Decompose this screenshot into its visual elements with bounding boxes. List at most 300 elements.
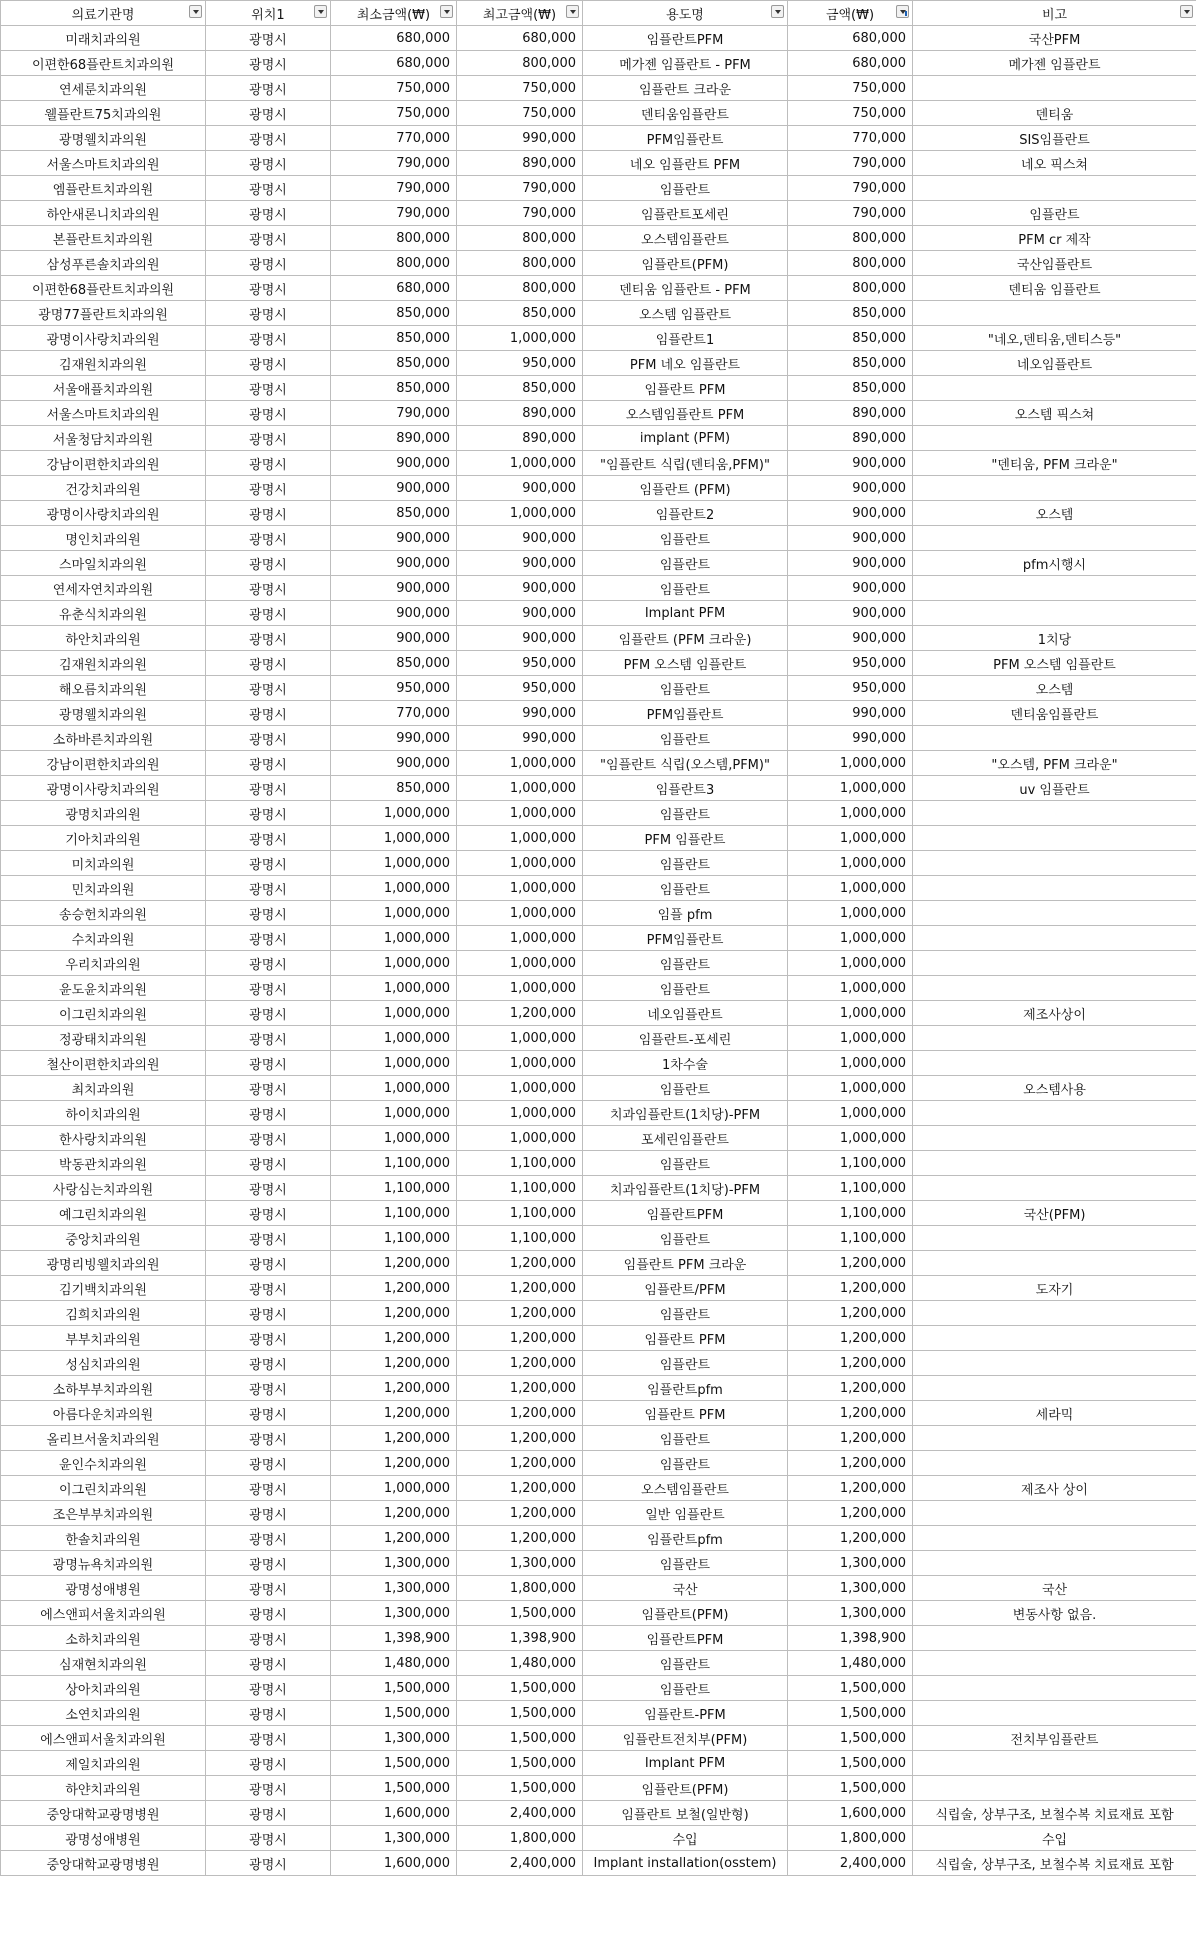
cell-location[interactable]: 광명시 xyxy=(206,601,331,626)
cell-location[interactable]: 광명시 xyxy=(206,926,331,951)
cell-location[interactable]: 광명시 xyxy=(206,476,331,501)
cell-institution[interactable]: 수치과의원 xyxy=(1,926,206,951)
cell-institution[interactable]: 윤도윤치과의원 xyxy=(1,976,206,1001)
cell-institution[interactable]: 김재원치과의원 xyxy=(1,651,206,676)
cell-usage[interactable]: 임플란트 xyxy=(583,801,788,826)
cell-amount[interactable]: 1,200,000 xyxy=(788,1276,913,1301)
cell-min-price[interactable]: 1,000,000 xyxy=(331,826,457,851)
cell-note[interactable] xyxy=(913,951,1196,976)
cell-max-price[interactable]: 990,000 xyxy=(457,726,583,751)
cell-min-price[interactable]: 1,000,000 xyxy=(331,901,457,926)
cell-note[interactable]: 국산임플란트 xyxy=(913,251,1196,276)
cell-location[interactable]: 광명시 xyxy=(206,1226,331,1251)
cell-usage[interactable]: PFM임플란트 xyxy=(583,701,788,726)
cell-note[interactable]: 세라믹 xyxy=(913,1401,1196,1426)
cell-max-price[interactable]: 900,000 xyxy=(457,526,583,551)
cell-max-price[interactable]: 850,000 xyxy=(457,376,583,401)
cell-amount[interactable]: 1,200,000 xyxy=(788,1326,913,1351)
cell-location[interactable]: 광명시 xyxy=(206,1651,331,1676)
cell-max-price[interactable]: 1,500,000 xyxy=(457,1676,583,1701)
cell-max-price[interactable]: 1,000,000 xyxy=(457,1101,583,1126)
cell-usage[interactable]: 임플란트 xyxy=(583,976,788,1001)
cell-institution[interactable]: 광명뉴욕치과의원 xyxy=(1,1551,206,1576)
cell-institution[interactable]: 광명77플란트치과의원 xyxy=(1,301,206,326)
cell-location[interactable]: 광명시 xyxy=(206,76,331,101)
cell-institution[interactable]: 김희치과의원 xyxy=(1,1301,206,1326)
cell-amount[interactable]: 1,000,000 xyxy=(788,1126,913,1151)
cell-max-price[interactable]: 1,000,000 xyxy=(457,901,583,926)
cell-note[interactable] xyxy=(913,1226,1196,1251)
cell-min-price[interactable]: 1,300,000 xyxy=(331,1726,457,1751)
cell-note[interactable] xyxy=(913,851,1196,876)
cell-usage[interactable]: 임플란트 xyxy=(583,526,788,551)
cell-min-price[interactable]: 850,000 xyxy=(331,651,457,676)
cell-amount[interactable]: 1,000,000 xyxy=(788,901,913,926)
cell-amount[interactable]: 1,000,000 xyxy=(788,1051,913,1076)
cell-location[interactable]: 광명시 xyxy=(206,1751,331,1776)
cell-amount[interactable]: 850,000 xyxy=(788,326,913,351)
cell-max-price[interactable]: 1,000,000 xyxy=(457,451,583,476)
cell-institution[interactable]: 소하부부치과의원 xyxy=(1,1376,206,1401)
cell-institution[interactable]: 윤인수치과의원 xyxy=(1,1451,206,1476)
cell-min-price[interactable]: 790,000 xyxy=(331,151,457,176)
cell-max-price[interactable]: 1,200,000 xyxy=(457,1301,583,1326)
cell-note[interactable] xyxy=(913,1526,1196,1551)
cell-max-price[interactable]: 1,000,000 xyxy=(457,876,583,901)
cell-usage[interactable]: 임플란트pfm xyxy=(583,1526,788,1551)
cell-usage[interactable]: 수입 xyxy=(583,1826,788,1851)
cell-location[interactable]: 광명시 xyxy=(206,1526,331,1551)
cell-min-price[interactable]: 1,000,000 xyxy=(331,1126,457,1151)
cell-amount[interactable]: 1,300,000 xyxy=(788,1576,913,1601)
cell-note[interactable] xyxy=(913,1776,1196,1801)
cell-usage[interactable]: "임플란트 식립(오스템,PFM)" xyxy=(583,751,788,776)
cell-location[interactable]: 광명시 xyxy=(206,951,331,976)
cell-usage[interactable]: 임플란트 PFM 크라운 xyxy=(583,1251,788,1276)
cell-location[interactable]: 광명시 xyxy=(206,1726,331,1751)
cell-note[interactable]: 수입 xyxy=(913,1826,1196,1851)
cell-note[interactable]: 1치당 xyxy=(913,626,1196,651)
cell-location[interactable]: 광명시 xyxy=(206,551,331,576)
cell-amount[interactable]: 800,000 xyxy=(788,226,913,251)
cell-location[interactable]: 광명시 xyxy=(206,251,331,276)
cell-min-price[interactable]: 1,500,000 xyxy=(331,1676,457,1701)
cell-note[interactable] xyxy=(913,1326,1196,1351)
cell-location[interactable]: 광명시 xyxy=(206,51,331,76)
cell-location[interactable]: 광명시 xyxy=(206,1576,331,1601)
cell-max-price[interactable]: 750,000 xyxy=(457,101,583,126)
cell-institution[interactable]: 하얀치과의원 xyxy=(1,1776,206,1801)
cell-location[interactable]: 광명시 xyxy=(206,1126,331,1151)
cell-max-price[interactable]: 1,200,000 xyxy=(457,1001,583,1026)
cell-location[interactable]: 광명시 xyxy=(206,1326,331,1351)
cell-usage[interactable]: 임플란트(PFM) xyxy=(583,251,788,276)
cell-usage[interactable]: 임플란트 xyxy=(583,576,788,601)
cell-note[interactable] xyxy=(913,876,1196,901)
cell-institution[interactable]: 제일치과의원 xyxy=(1,1751,206,1776)
cell-amount[interactable]: 900,000 xyxy=(788,626,913,651)
cell-institution[interactable]: 연세자연치과의원 xyxy=(1,576,206,601)
cell-usage[interactable]: 임플란트전치부(PFM) xyxy=(583,1726,788,1751)
cell-min-price[interactable]: 1,000,000 xyxy=(331,1076,457,1101)
cell-usage[interactable]: 덴티움 임플란트 - PFM xyxy=(583,276,788,301)
filter-dropdown-icon[interactable] xyxy=(440,5,453,18)
cell-min-price[interactable]: 790,000 xyxy=(331,401,457,426)
cell-max-price[interactable]: 1,800,000 xyxy=(457,1826,583,1851)
cell-location[interactable]: 광명시 xyxy=(206,426,331,451)
cell-min-price[interactable]: 1,200,000 xyxy=(331,1301,457,1326)
cell-usage[interactable]: 덴티움임플란트 xyxy=(583,101,788,126)
cell-amount[interactable]: 790,000 xyxy=(788,151,913,176)
cell-min-price[interactable]: 1,100,000 xyxy=(331,1176,457,1201)
cell-note[interactable]: 오스템 xyxy=(913,501,1196,526)
cell-location[interactable]: 광명시 xyxy=(206,1601,331,1626)
cell-institution[interactable]: 강남이편한치과의원 xyxy=(1,751,206,776)
filter-dropdown-icon[interactable] xyxy=(771,5,784,18)
cell-max-price[interactable]: 890,000 xyxy=(457,401,583,426)
cell-location[interactable]: 광명시 xyxy=(206,526,331,551)
cell-amount[interactable]: 800,000 xyxy=(788,251,913,276)
cell-location[interactable]: 광명시 xyxy=(206,576,331,601)
cell-max-price[interactable]: 1,000,000 xyxy=(457,801,583,826)
cell-institution[interactable]: 아름다운치과의원 xyxy=(1,1401,206,1426)
cell-amount[interactable]: 1,200,000 xyxy=(788,1501,913,1526)
cell-note[interactable] xyxy=(913,1551,1196,1576)
cell-institution[interactable]: 송승헌치과의원 xyxy=(1,901,206,926)
cell-usage[interactable]: 포세린임플란트 xyxy=(583,1126,788,1151)
cell-location[interactable]: 광명시 xyxy=(206,1201,331,1226)
cell-institution[interactable]: 중앙치과의원 xyxy=(1,1226,206,1251)
cell-min-price[interactable]: 950,000 xyxy=(331,676,457,701)
cell-note[interactable]: 식립술, 상부구조, 보철수복 치료재료 포함 xyxy=(913,1851,1196,1876)
cell-amount[interactable]: 1,200,000 xyxy=(788,1376,913,1401)
cell-max-price[interactable]: 750,000 xyxy=(457,76,583,101)
cell-min-price[interactable]: 890,000 xyxy=(331,426,457,451)
cell-location[interactable]: 광명시 xyxy=(206,976,331,1001)
cell-max-price[interactable]: 1,200,000 xyxy=(457,1351,583,1376)
cell-note[interactable] xyxy=(913,926,1196,951)
cell-location[interactable]: 광명시 xyxy=(206,676,331,701)
cell-amount[interactable]: 1,000,000 xyxy=(788,926,913,951)
cell-location[interactable]: 광명시 xyxy=(206,176,331,201)
cell-min-price[interactable]: 850,000 xyxy=(331,326,457,351)
cell-min-price[interactable]: 1,000,000 xyxy=(331,876,457,901)
cell-min-price[interactable]: 1,000,000 xyxy=(331,1476,457,1501)
cell-min-price[interactable]: 1,000,000 xyxy=(331,951,457,976)
cell-min-price[interactable]: 1,100,000 xyxy=(331,1226,457,1251)
cell-note[interactable] xyxy=(913,426,1196,451)
cell-max-price[interactable]: 1,000,000 xyxy=(457,926,583,951)
cell-location[interactable]: 광명시 xyxy=(206,401,331,426)
cell-location[interactable]: 광명시 xyxy=(206,1026,331,1051)
cell-institution[interactable]: 광명리빙웰치과의원 xyxy=(1,1251,206,1276)
cell-institution[interactable]: 해오름치과의원 xyxy=(1,676,206,701)
cell-usage[interactable]: 치과임플란트(1치당)-PFM xyxy=(583,1101,788,1126)
cell-amount[interactable]: 1,200,000 xyxy=(788,1476,913,1501)
cell-usage[interactable]: 오스템임플란트 PFM xyxy=(583,401,788,426)
cell-amount[interactable]: 770,000 xyxy=(788,126,913,151)
cell-note[interactable]: 덴티움 xyxy=(913,101,1196,126)
cell-min-price[interactable]: 1,100,000 xyxy=(331,1151,457,1176)
cell-max-price[interactable]: 900,000 xyxy=(457,626,583,651)
cell-max-price[interactable]: 1,200,000 xyxy=(457,1476,583,1501)
cell-institution[interactable]: 민치과의원 xyxy=(1,876,206,901)
cell-min-price[interactable]: 770,000 xyxy=(331,701,457,726)
cell-max-price[interactable]: 1,000,000 xyxy=(457,1076,583,1101)
cell-institution[interactable]: 김기백치과의원 xyxy=(1,1276,206,1301)
cell-location[interactable]: 광명시 xyxy=(206,1001,331,1026)
cell-max-price[interactable]: 1,300,000 xyxy=(457,1551,583,1576)
cell-usage[interactable]: 임플란트 xyxy=(583,951,788,976)
cell-amount[interactable]: 790,000 xyxy=(788,201,913,226)
cell-max-price[interactable]: 1,500,000 xyxy=(457,1701,583,1726)
cell-location[interactable]: 광명시 xyxy=(206,1476,331,1501)
cell-note[interactable] xyxy=(913,1701,1196,1726)
cell-max-price[interactable]: 890,000 xyxy=(457,426,583,451)
cell-min-price[interactable]: 1,200,000 xyxy=(331,1326,457,1351)
cell-location[interactable]: 광명시 xyxy=(206,1376,331,1401)
cell-note[interactable]: 제조사상이 xyxy=(913,1001,1196,1026)
cell-note[interactable]: PFM cr 제작 xyxy=(913,226,1196,251)
cell-amount[interactable]: 750,000 xyxy=(788,101,913,126)
cell-note[interactable]: pfm시행시 xyxy=(913,551,1196,576)
cell-min-price[interactable]: 1,300,000 xyxy=(331,1551,457,1576)
cell-amount[interactable]: 1,200,000 xyxy=(788,1351,913,1376)
cell-note[interactable] xyxy=(913,901,1196,926)
cell-amount[interactable]: 2,400,000 xyxy=(788,1851,913,1876)
cell-amount[interactable]: 1,200,000 xyxy=(788,1451,913,1476)
cell-max-price[interactable]: 1,200,000 xyxy=(457,1376,583,1401)
cell-note[interactable] xyxy=(913,1751,1196,1776)
cell-institution[interactable]: 심재현치과의원 xyxy=(1,1651,206,1676)
cell-note[interactable]: 식립술, 상부구조, 보철수복 치료재료 포함 xyxy=(913,1801,1196,1826)
cell-usage[interactable]: 임플란트3 xyxy=(583,776,788,801)
cell-amount[interactable]: 1,000,000 xyxy=(788,876,913,901)
cell-usage[interactable]: 임플란트 xyxy=(583,1676,788,1701)
cell-note[interactable] xyxy=(913,801,1196,826)
cell-institution[interactable]: 삼성푸른솔치과의원 xyxy=(1,251,206,276)
cell-min-price[interactable]: 850,000 xyxy=(331,776,457,801)
cell-note[interactable]: 변동사항 없음. xyxy=(913,1601,1196,1626)
cell-amount[interactable]: 990,000 xyxy=(788,701,913,726)
cell-usage[interactable]: 임플란트 PFM xyxy=(583,1326,788,1351)
cell-note[interactable]: 국산PFM xyxy=(913,26,1196,51)
cell-max-price[interactable]: 950,000 xyxy=(457,651,583,676)
cell-location[interactable]: 광명시 xyxy=(206,301,331,326)
cell-location[interactable]: 광명시 xyxy=(206,1501,331,1526)
cell-location[interactable]: 광명시 xyxy=(206,851,331,876)
cell-amount[interactable]: 850,000 xyxy=(788,351,913,376)
cell-min-price[interactable]: 900,000 xyxy=(331,526,457,551)
cell-amount[interactable]: 950,000 xyxy=(788,651,913,676)
cell-note[interactable]: 오스템 xyxy=(913,676,1196,701)
cell-location[interactable]: 광명시 xyxy=(206,1301,331,1326)
cell-max-price[interactable]: 1,000,000 xyxy=(457,1026,583,1051)
cell-min-price[interactable]: 900,000 xyxy=(331,751,457,776)
cell-note[interactable]: 국산(PFM) xyxy=(913,1201,1196,1226)
cell-amount[interactable]: 1,200,000 xyxy=(788,1301,913,1326)
cell-institution[interactable]: 하안치과의원 xyxy=(1,626,206,651)
cell-min-price[interactable]: 680,000 xyxy=(331,276,457,301)
cell-min-price[interactable]: 900,000 xyxy=(331,476,457,501)
cell-location[interactable]: 광명시 xyxy=(206,801,331,826)
cell-max-price[interactable]: 1,200,000 xyxy=(457,1426,583,1451)
cell-usage[interactable]: 임플란트 PFM xyxy=(583,376,788,401)
cell-note[interactable] xyxy=(913,176,1196,201)
cell-note[interactable]: 메가젠 임플란트 xyxy=(913,51,1196,76)
cell-usage[interactable]: 임플란트 PFM xyxy=(583,1401,788,1426)
cell-institution[interactable]: 이편한68플란트치과의원 xyxy=(1,276,206,301)
cell-note[interactable]: SIS임플란트 xyxy=(913,126,1196,151)
cell-location[interactable]: 광명시 xyxy=(206,1776,331,1801)
cell-usage[interactable]: 임플란트 xyxy=(583,1226,788,1251)
cell-note[interactable] xyxy=(913,1176,1196,1201)
cell-location[interactable]: 광명시 xyxy=(206,726,331,751)
cell-amount[interactable]: 1,480,000 xyxy=(788,1651,913,1676)
cell-amount[interactable]: 890,000 xyxy=(788,401,913,426)
cell-max-price[interactable]: 1,000,000 xyxy=(457,826,583,851)
cell-usage[interactable]: implant (PFM) xyxy=(583,426,788,451)
cell-max-price[interactable]: 900,000 xyxy=(457,476,583,501)
cell-location[interactable]: 광명시 xyxy=(206,276,331,301)
cell-institution[interactable]: 웰플란트75치과의원 xyxy=(1,101,206,126)
cell-note[interactable]: PFM 오스템 임플란트 xyxy=(913,651,1196,676)
cell-note[interactable] xyxy=(913,1301,1196,1326)
cell-min-price[interactable]: 1,200,000 xyxy=(331,1451,457,1476)
cell-usage[interactable]: 임플란트 (PFM 크라운) xyxy=(583,626,788,651)
cell-max-price[interactable]: 800,000 xyxy=(457,226,583,251)
cell-institution[interactable]: 소하바른치과의원 xyxy=(1,726,206,751)
cell-usage[interactable]: 임플란트 xyxy=(583,1551,788,1576)
cell-location[interactable]: 광명시 xyxy=(206,201,331,226)
cell-institution[interactable]: 소연치과의원 xyxy=(1,1701,206,1726)
cell-min-price[interactable]: 1,000,000 xyxy=(331,926,457,951)
cell-institution[interactable]: 서울청담치과의원 xyxy=(1,426,206,451)
cell-note[interactable]: 오스템 픽스쳐 xyxy=(913,401,1196,426)
cell-location[interactable]: 광명시 xyxy=(206,1276,331,1301)
cell-institution[interactable]: 미래치과의원 xyxy=(1,26,206,51)
cell-amount[interactable]: 1,300,000 xyxy=(788,1601,913,1626)
cell-note[interactable] xyxy=(913,301,1196,326)
cell-min-price[interactable]: 1,200,000 xyxy=(331,1351,457,1376)
cell-institution[interactable]: 서울스마트치과의원 xyxy=(1,151,206,176)
cell-note[interactable] xyxy=(913,1501,1196,1526)
cell-min-price[interactable]: 750,000 xyxy=(331,101,457,126)
cell-usage[interactable]: 임플란트 (PFM) xyxy=(583,476,788,501)
cell-min-price[interactable]: 1,398,900 xyxy=(331,1626,457,1651)
cell-institution[interactable]: 에스앤피서울치과의원 xyxy=(1,1601,206,1626)
cell-max-price[interactable]: 990,000 xyxy=(457,701,583,726)
cell-min-price[interactable]: 1,000,000 xyxy=(331,1026,457,1051)
cell-location[interactable]: 광명시 xyxy=(206,1701,331,1726)
cell-institution[interactable]: 광명성애병원 xyxy=(1,1826,206,1851)
cell-min-price[interactable]: 850,000 xyxy=(331,376,457,401)
cell-usage[interactable]: PFM임플란트 xyxy=(583,926,788,951)
cell-max-price[interactable]: 800,000 xyxy=(457,51,583,76)
cell-usage[interactable]: 오스템 임플란트 xyxy=(583,301,788,326)
cell-max-price[interactable]: 2,400,000 xyxy=(457,1801,583,1826)
cell-min-price[interactable]: 1,480,000 xyxy=(331,1651,457,1676)
cell-location[interactable]: 광명시 xyxy=(206,826,331,851)
cell-institution[interactable]: 광명성애병원 xyxy=(1,1576,206,1601)
cell-amount[interactable]: 900,000 xyxy=(788,601,913,626)
cell-location[interactable]: 광명시 xyxy=(206,1626,331,1651)
cell-amount[interactable]: 750,000 xyxy=(788,76,913,101)
cell-amount[interactable]: 1,000,000 xyxy=(788,851,913,876)
cell-min-price[interactable]: 1,600,000 xyxy=(331,1801,457,1826)
cell-min-price[interactable]: 850,000 xyxy=(331,501,457,526)
cell-max-price[interactable]: 950,000 xyxy=(457,676,583,701)
cell-usage[interactable]: 네오 임플란트 PFM xyxy=(583,151,788,176)
cell-amount[interactable]: 1,200,000 xyxy=(788,1426,913,1451)
cell-amount[interactable]: 1,000,000 xyxy=(788,751,913,776)
cell-usage[interactable]: 임플란트/PFM xyxy=(583,1276,788,1301)
filter-dropdown-icon[interactable] xyxy=(314,5,327,18)
cell-location[interactable]: 광명시 xyxy=(206,901,331,926)
cell-note[interactable] xyxy=(913,1451,1196,1476)
cell-max-price[interactable]: 1,000,000 xyxy=(457,776,583,801)
cell-institution[interactable]: 광명이사랑치과의원 xyxy=(1,776,206,801)
cell-max-price[interactable]: 1,500,000 xyxy=(457,1601,583,1626)
cell-usage[interactable]: 네오임플란트 xyxy=(583,1001,788,1026)
cell-note[interactable] xyxy=(913,726,1196,751)
cell-usage[interactable]: 임플란트 크라운 xyxy=(583,76,788,101)
cell-usage[interactable]: 임플란트 보철(일반형) xyxy=(583,1801,788,1826)
cell-location[interactable]: 광명시 xyxy=(206,1076,331,1101)
cell-max-price[interactable]: 1,500,000 xyxy=(457,1751,583,1776)
cell-max-price[interactable]: 900,000 xyxy=(457,551,583,576)
cell-usage[interactable]: 임플란트 xyxy=(583,1651,788,1676)
cell-amount[interactable]: 1,600,000 xyxy=(788,1801,913,1826)
cell-amount[interactable]: 1,200,000 xyxy=(788,1401,913,1426)
cell-usage[interactable]: 메가젠 임플란트 - PFM xyxy=(583,51,788,76)
cell-usage[interactable]: 치과임플란트(1치당)-PFM xyxy=(583,1176,788,1201)
cell-min-price[interactable]: 1,500,000 xyxy=(331,1751,457,1776)
cell-location[interactable]: 광명시 xyxy=(206,376,331,401)
cell-usage[interactable]: 임플란트 xyxy=(583,1451,788,1476)
cell-note[interactable]: 도자기 xyxy=(913,1276,1196,1301)
cell-amount[interactable]: 990,000 xyxy=(788,726,913,751)
cell-amount[interactable]: 1,100,000 xyxy=(788,1226,913,1251)
cell-note[interactable]: 국산 xyxy=(913,1576,1196,1601)
cell-max-price[interactable]: 990,000 xyxy=(457,126,583,151)
cell-institution[interactable]: 우리치과의원 xyxy=(1,951,206,976)
cell-note[interactable]: "오스템, PFM 크라운" xyxy=(913,751,1196,776)
cell-min-price[interactable]: 990,000 xyxy=(331,726,457,751)
cell-location[interactable]: 광명시 xyxy=(206,776,331,801)
cell-institution[interactable]: 올리브서울치과의원 xyxy=(1,1426,206,1451)
cell-min-price[interactable]: 850,000 xyxy=(331,301,457,326)
filter-dropdown-icon[interactable] xyxy=(1180,5,1193,18)
cell-note[interactable]: 임플란트 xyxy=(913,201,1196,226)
cell-location[interactable]: 광명시 xyxy=(206,1826,331,1851)
cell-amount[interactable]: 1,000,000 xyxy=(788,1001,913,1026)
cell-institution[interactable]: 연세룬치과의원 xyxy=(1,76,206,101)
cell-note[interactable]: uv 임플란트 xyxy=(913,776,1196,801)
cell-amount[interactable]: 1,500,000 xyxy=(788,1676,913,1701)
cell-max-price[interactable]: 950,000 xyxy=(457,351,583,376)
cell-amount[interactable]: 1,300,000 xyxy=(788,1551,913,1576)
cell-min-price[interactable]: 1,000,000 xyxy=(331,1001,457,1026)
cell-max-price[interactable]: 850,000 xyxy=(457,301,583,326)
cell-max-price[interactable]: 790,000 xyxy=(457,176,583,201)
cell-institution[interactable]: 기아치과의원 xyxy=(1,826,206,851)
cell-location[interactable]: 광명시 xyxy=(206,701,331,726)
cell-min-price[interactable]: 1,200,000 xyxy=(331,1376,457,1401)
cell-institution[interactable]: 엠플란트치과의원 xyxy=(1,176,206,201)
cell-institution[interactable]: 이그린치과의원 xyxy=(1,1476,206,1501)
cell-min-price[interactable]: 900,000 xyxy=(331,626,457,651)
